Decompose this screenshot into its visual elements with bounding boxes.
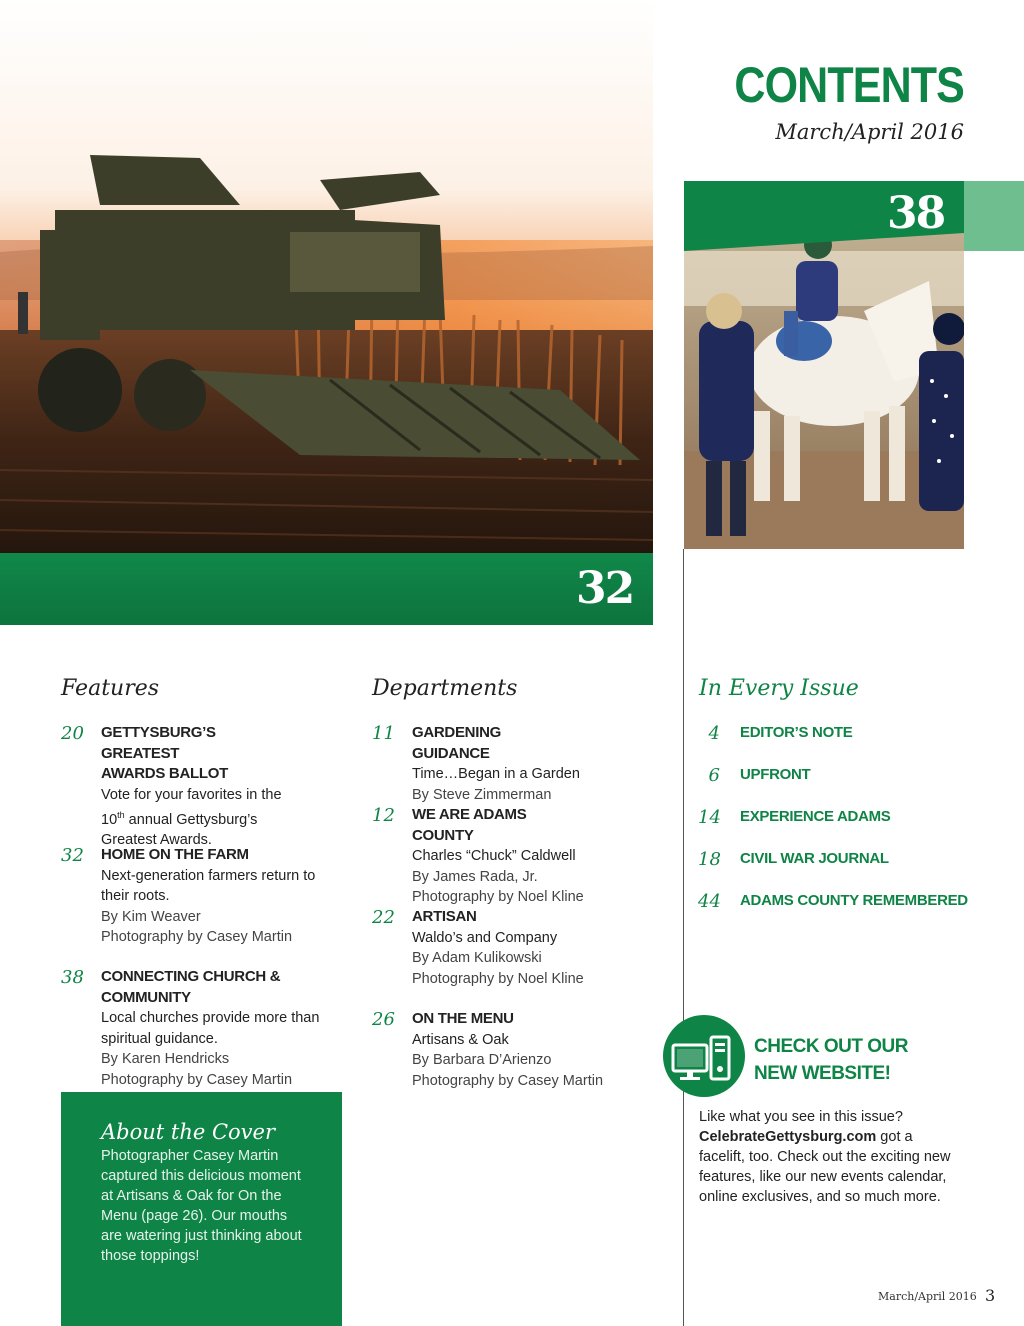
entry-description: 10th annual Gettysburg’s xyxy=(101,810,258,828)
feature-page-number-badge: 38 xyxy=(887,188,945,239)
entry-description: Artisans & Oak xyxy=(412,1031,509,1048)
website-text-line: facelift, too. Check out the exciting new xyxy=(699,1149,951,1165)
entry-page-number: 12 xyxy=(372,805,395,826)
footer-page-number: 3 xyxy=(985,1286,996,1305)
entry-byline: By Kim Weaver xyxy=(101,908,201,925)
entry-title: CIVIL WAR JOURNAL xyxy=(740,850,889,867)
computer-icon xyxy=(663,1015,745,1097)
website-link[interactable]: CelebrateGettysburg.com xyxy=(699,1129,877,1145)
entry-title: ON THE MENU xyxy=(412,1010,514,1027)
about-cover-line: at Artisans & Oak for On the xyxy=(101,1188,282,1204)
entry-page-number: 18 xyxy=(698,849,721,870)
entry-page-number: 26 xyxy=(372,1009,395,1030)
entry-page-number: 32 xyxy=(61,845,84,866)
entry-title: CONNECTING CHURCH & COMMUNITY xyxy=(101,968,281,1006)
entry-page-number: 44 xyxy=(698,891,721,912)
website-heading-line: CHECK OUT OUR xyxy=(754,1036,908,1057)
about-cover-box xyxy=(61,1092,342,1326)
page-title: CONTENTS xyxy=(734,57,964,113)
harvest-cover-photo xyxy=(0,0,653,625)
website-text-line: features, like our new events calendar, xyxy=(699,1169,947,1185)
entry-page-number: 6 xyxy=(708,765,720,786)
entry-page-number: 38 xyxy=(61,967,84,988)
entry-title: ARTISAN xyxy=(412,908,477,925)
website-text-line: online exclusives, and so much more. xyxy=(699,1189,941,1205)
entry-title: EDITOR’S NOTE xyxy=(740,724,853,741)
entry-title: ADAMS COUNTY REMEMBERED xyxy=(740,892,968,909)
entry-byline: By Karen Hendricks xyxy=(101,1051,230,1067)
entry-photo-credit: Photography by Casey Martin xyxy=(101,929,293,945)
departments-heading: Departments xyxy=(372,676,518,701)
entry-description: their roots. xyxy=(101,888,170,904)
entry-description: Waldo’s and Company xyxy=(412,929,558,946)
entry-title: AWARDS BALLOT xyxy=(101,765,228,782)
entry-byline: By Adam Kulikowski xyxy=(412,950,542,966)
entry-title: EXPERIENCE ADAMS xyxy=(740,808,891,825)
entry-photo-credit: Photography by Casey Martin xyxy=(412,1072,604,1089)
entry-byline: By Steve Zimmerman xyxy=(412,786,552,803)
website-heading-line: NEW WEBSITE! xyxy=(754,1063,891,1084)
entry-description: Time…Began in a Garden xyxy=(412,766,580,782)
entry-page-number: 11 xyxy=(372,723,395,744)
about-cover-line: Menu (page 26). Our mouths xyxy=(101,1208,288,1224)
entry-title: GARDENING GUIDANCE xyxy=(412,724,501,762)
entry-page-number: 22 xyxy=(372,907,395,928)
entry-page-number: 4 xyxy=(708,723,720,744)
entry-byline: By James Rada, Jr. xyxy=(412,868,538,885)
website-heading xyxy=(754,1033,908,1087)
entry-photo-credit: Photography by Casey Martin xyxy=(101,1071,293,1088)
entry-description: Local churches provide more than xyxy=(101,1010,320,1026)
about-cover-text xyxy=(101,1146,321,1266)
entry-page-number: 14 xyxy=(698,807,721,828)
entry-description: Next-generation farmers return to xyxy=(101,867,316,884)
features-heading: Features xyxy=(61,676,160,701)
about-cover-line: captured this delicious moment xyxy=(101,1168,301,1184)
about-cover-line: those toppings! xyxy=(101,1248,200,1264)
footer-issue-date: March/April 2016 xyxy=(878,1290,977,1303)
entry-page-number: 20 xyxy=(61,723,84,744)
column-divider xyxy=(683,549,684,1326)
entry-byline: By Barbara D’Arienzo xyxy=(412,1052,552,1068)
entry-description: Vote for your favorites in the xyxy=(101,786,282,803)
feature-38-banner xyxy=(684,181,1024,251)
entry-photo-credit: Photography by Noel Kline xyxy=(412,889,584,905)
about-cover-heading: About the Cover xyxy=(101,1120,275,1144)
entry-description: Greatest Awards. xyxy=(101,832,212,849)
issue-date: March/April 2016 xyxy=(775,120,964,144)
entry-title: GETTYSBURG’S GREATEST xyxy=(101,724,216,762)
about-cover-line: are watering just thinking about xyxy=(101,1228,302,1244)
entry-description: Charles “Chuck” Caldwell xyxy=(412,848,576,864)
about-cover-line: Photographer Casey Martin xyxy=(101,1148,279,1164)
feature-page-number-badge: 32 xyxy=(576,563,634,614)
every-issue-heading: In Every Issue xyxy=(699,676,859,701)
entry-photo-credit: Photography by Noel Kline xyxy=(412,970,584,987)
website-text xyxy=(699,1107,989,1207)
entry-title: HOME ON THE FARM xyxy=(101,846,249,863)
entry-title: UPFRONT xyxy=(740,766,811,783)
entry-description: spiritual guidance. xyxy=(101,1030,218,1047)
combine-harvester-illustration xyxy=(0,0,653,625)
website-text-line: Like what you see in this issue? xyxy=(699,1109,903,1125)
website-text-fragment: got a xyxy=(876,1129,913,1145)
entry-title: WE ARE ADAMS COUNTY xyxy=(412,806,527,844)
website-badge xyxy=(663,1015,745,1097)
website-text-line xyxy=(699,1127,989,1147)
